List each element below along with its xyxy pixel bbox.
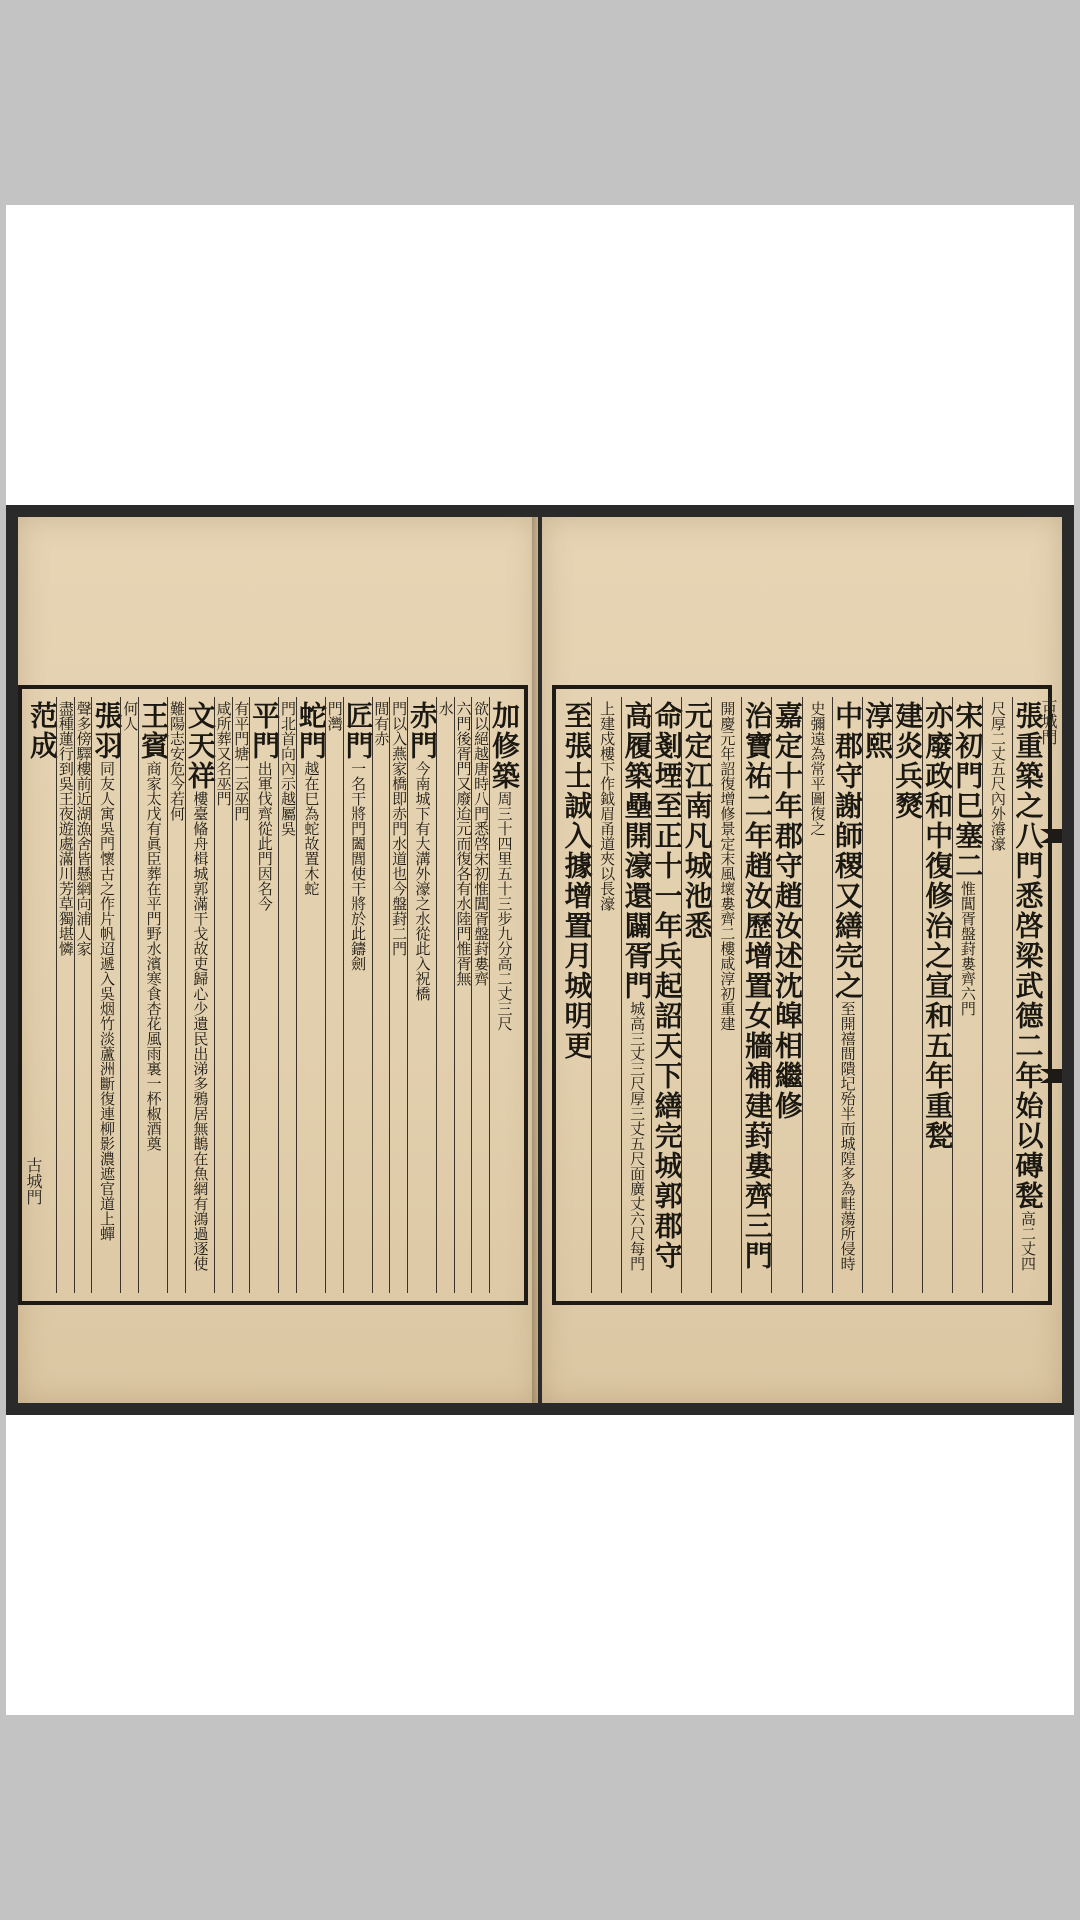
column-note-text: 六門後胥門又廢迨元而復各有水陸門惟胥無: [454, 701, 473, 986]
left-columns: [26, 697, 521, 1293]
column-note-text: 門以入燕家橋即赤門水道也今盤葑二門: [390, 701, 409, 956]
text-column: [294, 697, 328, 1293]
image-frame: [6, 205, 1074, 1715]
column-main-text: 亦廢政和中復修治之宣和五年重甃: [921, 701, 955, 1151]
column-note-text: 尺厚二丈五尺內外濬濠: [988, 701, 1007, 851]
left-margin-label: 古城門: [24, 1157, 43, 1205]
column-main-text: 匠門: [341, 701, 375, 761]
column-main-text: 命剗堙至正十一年兵起詔天下繕完城郭郡守: [650, 701, 684, 1271]
column-note-text: 惟閶胥盤葑婁齊六門: [958, 881, 977, 1016]
text-column: [436, 697, 454, 1293]
column-note-text: 越在巳為蛇故置木蛇: [302, 761, 321, 896]
column-note-text: 出軍伐齊從此門因名今: [255, 761, 274, 911]
column-note-text: 開慶元年詔復增修景定末風壞婁齊二樓咸淳初重建: [718, 701, 737, 1031]
text-column: [325, 697, 343, 1293]
column-note-text: 盡種蓮行到吳王夜遊處滿川芳草獨堪憐: [56, 701, 75, 956]
right-text-block: [552, 685, 1052, 1305]
book-scan: [6, 505, 1074, 1415]
text-column: [488, 697, 521, 1293]
column-main-text: 元定江南凡城池悉: [680, 701, 714, 941]
column-note-text: 同友人寓吳門懷古之作片帆迢遞入吳烟竹淡蘆洲斷復連柳影濃遮官道上蟬: [97, 761, 116, 1241]
text-column: [591, 697, 621, 1293]
column-main-text: 加修築: [488, 701, 521, 791]
column-main-text: 治寶祐二年趙汝歷增置女牆補建葑婁齊三門: [740, 701, 774, 1271]
text-column: [680, 697, 714, 1293]
column-note-text: 聲多傍驛樓前近湖漁舍皆懸網向浦人家: [74, 701, 93, 956]
text-column: [861, 697, 895, 1293]
text-column: [405, 697, 439, 1293]
text-column: [454, 697, 472, 1293]
column-note-text: 周三十四里五十三步九分高二丈三尺: [495, 791, 514, 1031]
text-column: [650, 697, 684, 1293]
column-note-text: 何人: [121, 701, 140, 731]
column-note-text: 高二丈四: [1018, 1211, 1037, 1271]
text-column: [770, 697, 804, 1293]
right-margin-header: 古城門: [1039, 697, 1058, 745]
column-main-text: 中郡守謝師稷又繕完之: [831, 701, 865, 1001]
column-main-text: 淳熙: [861, 701, 895, 761]
text-column: [921, 697, 955, 1293]
column-main-text: 范成: [26, 701, 60, 761]
column-note-text: 有平門塘一云巫門: [232, 701, 251, 821]
left-page: [18, 517, 538, 1403]
column-main-text: 王賓: [137, 701, 171, 761]
right-columns: [560, 697, 1045, 1293]
text-column: [471, 697, 489, 1293]
column-main-text: 張重築之八門悉啓梁武德二年始以磚甃: [1011, 701, 1045, 1211]
column-main-text: 平門: [248, 701, 282, 761]
text-column: [802, 697, 832, 1293]
column-note-text: 樓臺偹舟楫城郭滿干戈故吏歸心少遺民出涕多鴉居無鵲在魚網有鴻過逐使: [191, 791, 210, 1271]
column-note-text: 水: [436, 701, 455, 716]
text-column: [214, 697, 232, 1293]
column-main-text: 赤門: [405, 701, 439, 761]
text-column: [120, 697, 138, 1293]
column-main-text: 宋初門巳塞二: [951, 701, 985, 881]
column-note-text: 至開禧間隤圮殆半而城隍多為畦蕩所侵時: [838, 1001, 857, 1271]
text-column: [167, 697, 185, 1293]
text-column: [891, 697, 925, 1293]
column-note-text: 門灣: [325, 701, 344, 731]
text-column: [951, 697, 985, 1293]
text-column: [183, 697, 217, 1293]
column-main-text: 高履築壘開濠還闢胥門: [620, 701, 654, 1001]
text-column: [982, 697, 1012, 1293]
column-note-text: 咸所葬又名巫門: [214, 701, 233, 806]
text-column: [831, 697, 865, 1293]
column-main-text: 嘉定十年郡守趙汝述沈皡相繼修: [770, 701, 804, 1121]
text-column: [232, 697, 250, 1293]
column-note-text: 城高三丈三尺厚三丈五尺面廣丈六尺每門: [628, 1001, 647, 1271]
column-main-text: 蛇門: [294, 701, 328, 761]
text-column: [1011, 697, 1045, 1293]
text-column: [137, 697, 171, 1293]
column-main-text: 張羽: [90, 701, 124, 761]
column-note-text: 商家太戊有眞臣葬在平門野水濱寒食杏花風雨裏一杯椒酒奠: [144, 761, 163, 1151]
text-column: [278, 697, 296, 1293]
column-main-text: 文天祥: [183, 701, 217, 791]
text-column: [560, 697, 594, 1293]
text-column: [740, 697, 774, 1293]
column-main-text: 至張士誠入據增置月城明更: [560, 701, 594, 1061]
text-column: [56, 697, 74, 1293]
column-note-text: 欲以絕越唐時八門悉啓宋初惟閶胥盤葑婁齊: [472, 701, 491, 986]
text-column: [389, 697, 407, 1293]
column-note-text: 難陽志安危今若何: [167, 701, 186, 821]
text-column: [341, 697, 375, 1293]
text-column: [248, 697, 282, 1293]
column-note-text: 上建戍樓下作鉞眉甬道夾以長濠: [598, 701, 617, 911]
column-note-text: 史彌遠為常平圖復之: [808, 701, 827, 836]
right-page: [542, 517, 1062, 1403]
text-column: [74, 697, 92, 1293]
text-column: [372, 697, 390, 1293]
text-column: [620, 697, 654, 1293]
column-note-text: 今南城下有大溝外濠之水從此入祝橋: [413, 761, 432, 1001]
text-column: [711, 697, 741, 1293]
column-note-text: 一名干將門闔閭使干將於此鑄劍: [349, 761, 368, 971]
column-note-text: 門北首向內示越屬吳: [279, 701, 298, 836]
left-text-block: [18, 685, 528, 1305]
column-note-text: 間有赤: [372, 701, 391, 746]
column-main-text: 建炎兵燹: [891, 701, 925, 821]
text-column: [90, 697, 124, 1293]
